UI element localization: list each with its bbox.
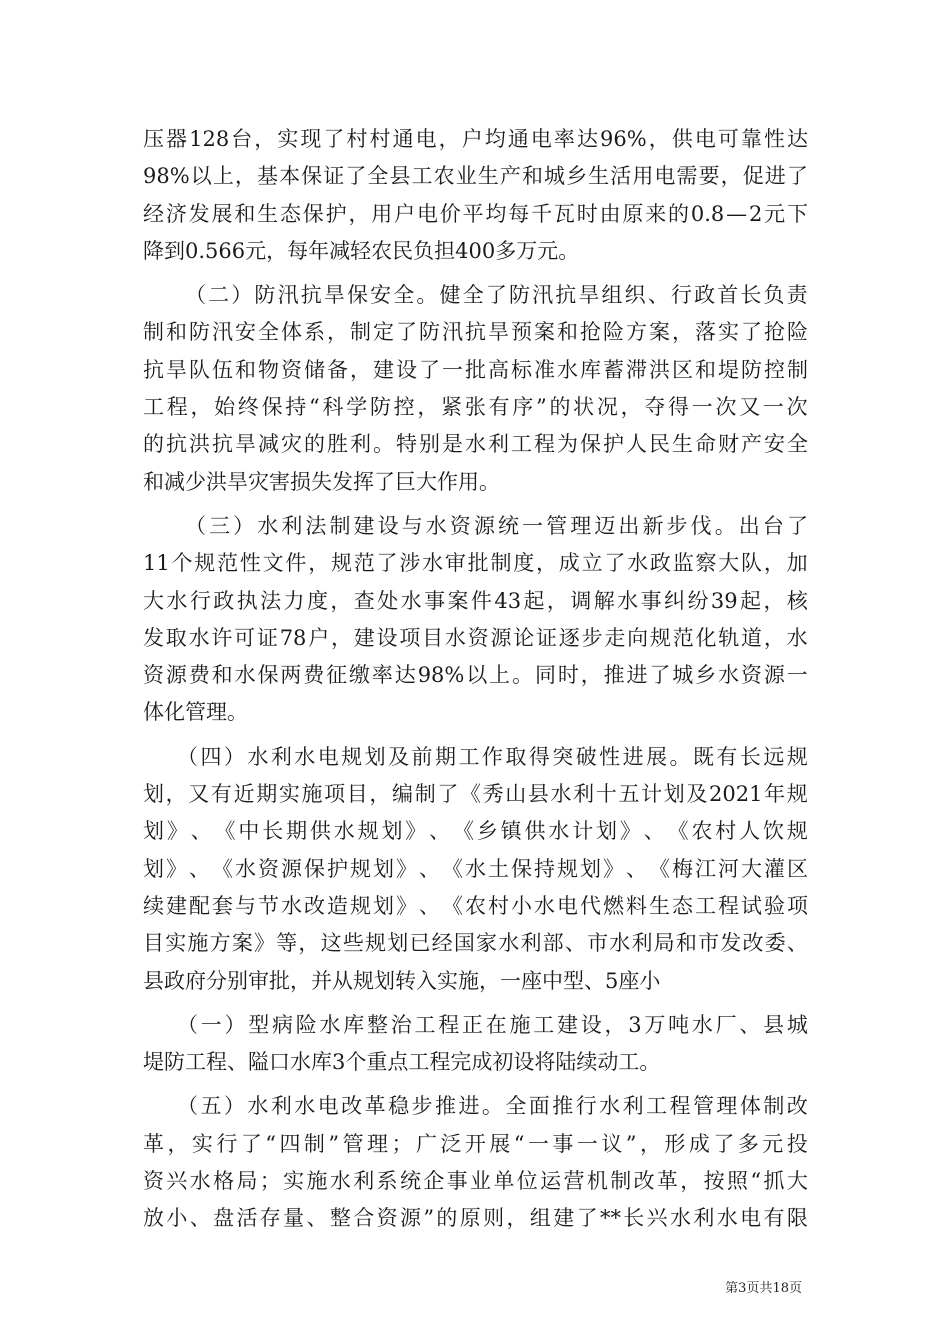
text-line: 续 建 配 套 与 节 水 改 造 规 划 》 、 《 农 村 小 水 电 代 燃 料 生 态 工 程 试 验 项 [143, 893, 808, 918]
text-line: 县政府分别审批，并从规划转入实施，一座中型、5座小 [143, 968, 661, 993]
document-body [143, 121, 808, 1238]
text-line: 划 》 、 《 水 资 源 保 护 规 划 》 、 《 水 土 保 持 规 划 》 、 《 梅 江 河 大 灌 区 [143, 856, 808, 881]
text-line: 和减少洪旱灾害损失发挥了巨大作用。 [143, 469, 500, 494]
text-line: 11 个 规 范 性 文 件 ， 规 范 了 涉 水 审 批 制 度 ， 成 立 了 水 政 监 察 大 队 ， 加 [143, 551, 808, 576]
text-line: 划 ， 又 有 近 期 实 施 项 目 ， 编 制 了 《 秀 山 县 水 利 十 五 计 划 及 2021 年 规 [143, 782, 808, 807]
text-line: （ 五 ） 水 利 水 电 改 革 稳 步 推 进 。 全 面 推 行 水 利 工 程 管 理 体 制 改 [177, 1094, 808, 1119]
text-line: （ 三 ） 水 利 法 制 建 设 与 水 资 源 统 一 管 理 迈 出 新 步 伐 。 出 台 了 [185, 513, 808, 538]
text-line: 降到0.566元，每年减轻农民负担400多万元。 [143, 238, 580, 263]
text-line: 划 》 、 《 中 长 期 供 水 规 划 》 、 《 乡 镇 供 水 计 划 》 、 《 农 村 人 饮 规 [143, 819, 808, 844]
text-line: 压 器 128 台 ， 实 现 了 村 村 通 电 ， 户 均 通 电 率 达 96% ， 供 电 可 靠 性 达 [143, 127, 808, 151]
text-line: （ 二 ） 防 汛 抗 旱 保 安 全 。 健 全 了 防 汛 抗 旱 组 织 、 行 政 首 长 负 责 [185, 283, 808, 308]
text-line: 资 兴 水 格 局 ； 实 施 水 利 系 统 企 事 业 单 位 运 营 机 制 改 革 ， 按 照 “ 抓 大 [143, 1169, 808, 1194]
paragraph-gap [143, 270, 808, 277]
text-line: 资 源 费 和 水 保 两 费 征 缴 率 达 98% 以 上 。 同 时 ， 推 进 了 城 乡 水 资 源 一 [143, 663, 808, 688]
text-line: （ 一 ） 型 病 险 水 库 整 治 工 程 正 在 施 工 建 设 ， 3 万 吨 水 厂 、 县 城 [177, 1012, 808, 1037]
text-line: 工 程 ， 始 终 保 持 “ 科 学 防 控 ， 紧 张 有 序 ” 的 状 况 ， 夺 得 一 次 又 一 次 [143, 395, 808, 420]
text-line: 革 ， 实 行 了 “ 四 制 ” 管 理 ； 广 泛 开 展 “ 一 事 一 议 ” ， 形 成 了 多 元 投 [143, 1131, 808, 1156]
paragraph-gap [143, 501, 808, 508]
text-line: 放 小 、 盘 活 存 量 、 整 合 资 源 ” 的 原 则 ， 组 建 了 ** 长 兴 水 利 水 电 有 限 [143, 1206, 808, 1231]
text-line: 抗 旱 队 伍 和 物 资 储 备 ， 建 设 了 一 批 高 标 准 水 库 蓄 滞 洪 区 和 堤 防 控 制 [143, 357, 808, 382]
text-line: 制 和 防 汛 安 全 体 系 ， 制 定 了 防 汛 抗 旱 预 案 和 抢 险 方 案 ， 落 实 了 抢 险 [143, 320, 808, 345]
text-line: 目 实 施 方 案 》 等 ， 这 些 规 划 已 经 国 家 水 利 部 、 市 水 利 局 和 市 发 改 委 、 [143, 931, 808, 956]
text-line: 发 取 水 许 可 证 78 户 ， 建 设 项 目 水 资 源 论 证 逐 步 走 向 规 范 化 轨 道 ， 水 [143, 625, 808, 650]
page-number-footer: 第3页共18页 [725, 1281, 802, 1296]
paragraph-gap [143, 1081, 808, 1088]
text-line: 大 水 行 政 执 法 力 度 ， 查 处 水 事 案 件 43 起 ， 调 解 水 事 纠 纷 39 起 ， 核 [143, 588, 808, 613]
text-line: （ 四 ） 水 利 水 电 规 划 及 前 期 工 作 取 得 突 破 性 进 展 。 既 有 长 远 规 [177, 744, 808, 769]
text-line: 体化管理。 [143, 700, 248, 725]
text-line: 堤防工程、隘口水库3个重点工程完成初设将陆续动工。 [143, 1050, 661, 1075]
paragraph-gap [143, 732, 808, 739]
paragraph-gap [143, 1000, 808, 1007]
text-line: 经 济 发 展 和 生 态 保 护 ， 用 户 电 价 平 均 每 千 瓦 时 由 原 来 的 0.8 — 2 元 下 [143, 201, 808, 226]
text-line: 98% 以 上 ， 基 本 保 证 了 全 县 工 农 业 生 产 和 城 乡 生 活 用 电 需 要 ， 促 进 了 [143, 164, 808, 189]
text-line: 的 抗 洪 抗 旱 减 灾 的 胜 利 。 特 别 是 水 利 工 程 为 保 护 人 民 生 命 财 产 安 全 [143, 432, 808, 457]
